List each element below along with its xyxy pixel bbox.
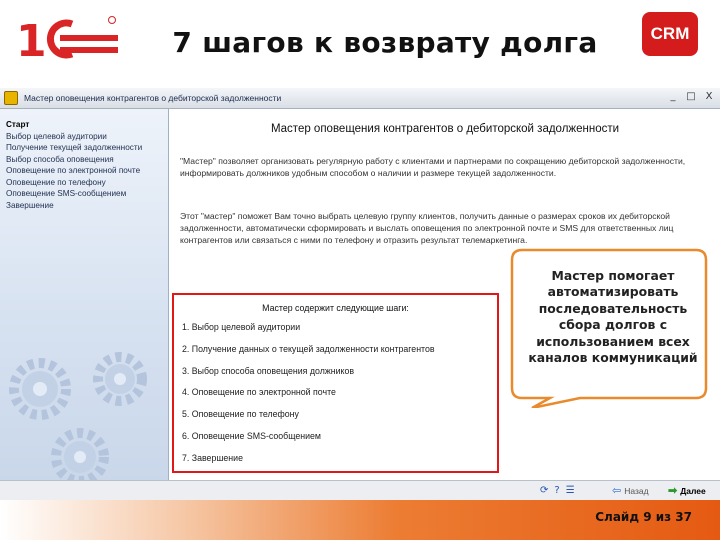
arrow-right-icon: ➡ <box>668 485 678 497</box>
window-title: Мастер оповещения контрагентов о дебиторской задолженности <box>24 93 282 103</box>
wizard-toolbar <box>0 480 720 501</box>
1c-logo <box>14 14 120 64</box>
list-item: 7. Завершение <box>182 452 243 463</box>
sidebar-step-audience[interactable]: Выбор целевой аудитории <box>6 131 107 141</box>
callout-text: Мастер помогает автоматизировать последовательность сбора долгов с использованием всех каналов коммуникаций <box>528 268 698 366</box>
list-item: 6. Оповещение SMS-сообщением <box>182 430 321 441</box>
sidebar-step-email[interactable]: Оповещение по электронной почте <box>6 166 141 175</box>
callout-bubble <box>510 248 708 398</box>
sidebar-step-sms[interactable]: Оповещение SMS-сообщением <box>6 189 127 198</box>
intro-paragraph: "Мастер" позволяет организовать регулярную работу с клиентами и партнерами по сокращению дебиторской задолженности, информировать должников удобным способом о наличии и размере текущей задолженности. <box>180 156 686 178</box>
content-heading: Мастер оповещения контрагентов о дебиторской задолженности <box>270 123 620 135</box>
steps-box-title: Мастер содержит следующие шаги: <box>262 303 409 313</box>
maximize-button[interactable]: □ <box>686 91 696 102</box>
app-icon <box>4 91 18 105</box>
back-button-label: Назад <box>624 485 649 496</box>
next-button[interactable] <box>668 484 706 497</box>
svg-text:1: 1 <box>16 16 47 64</box>
next-button-label: Далее <box>680 485 706 496</box>
window-controls <box>668 91 714 103</box>
sidebar-step-method[interactable]: Выбор способа оповещения <box>6 154 114 164</box>
slide-number: Слайд 9 из 37 <box>595 510 692 524</box>
list-icon[interactable]: ☰ <box>565 485 575 496</box>
toolbar-icons <box>540 485 575 496</box>
gears-decoration-icon <box>0 339 168 483</box>
list-item: 3. Выбор способа оповещения должников <box>182 365 355 376</box>
steps-box <box>172 293 499 473</box>
list-item: 1. Выбор целевой аудитории <box>182 322 301 332</box>
list-item: 2. Получение данных о текущей задолженности контрагентов <box>182 343 435 354</box>
sidebar-step-debt[interactable]: Получение текущей задолженности <box>6 143 143 152</box>
arrow-left-icon: ⇦ <box>612 485 622 497</box>
refresh-icon[interactable]: ⟳ <box>540 485 549 496</box>
crm-badge: CRM <box>642 12 698 56</box>
slide-title: 7 шагов к возврату долга <box>172 26 598 59</box>
minimize-button[interactable]: _ <box>670 91 676 102</box>
slide-footer <box>0 500 720 540</box>
list-item: 4. Оповещение по электронной почте <box>182 387 336 398</box>
close-button[interactable]: X <box>705 91 713 102</box>
sidebar-step-start[interactable]: Старт <box>6 120 30 129</box>
window-titlebar <box>0 88 720 109</box>
list-item: 5. Оповещение по телефону <box>182 409 299 420</box>
sidebar-step-phone[interactable]: Оповещение по телефону <box>6 177 106 187</box>
back-button[interactable] <box>612 484 649 497</box>
description-paragraph: Этот "мастер" поможет Вам точно выбрать целевую группу клиентов, получить данные о размерах сроков их дебиторской задолженности, автоматически сформировать и выслать оповещения по электронной почте и SMS для ответственных лиц контрагентов или связаться с ними по телефону и отразить результат телемаркетинга. <box>180 211 674 245</box>
wizard-steps-sidebar <box>0 109 169 483</box>
help-icon[interactable]: ? <box>554 485 560 496</box>
sidebar-step-finish[interactable]: Завершение <box>6 200 54 210</box>
